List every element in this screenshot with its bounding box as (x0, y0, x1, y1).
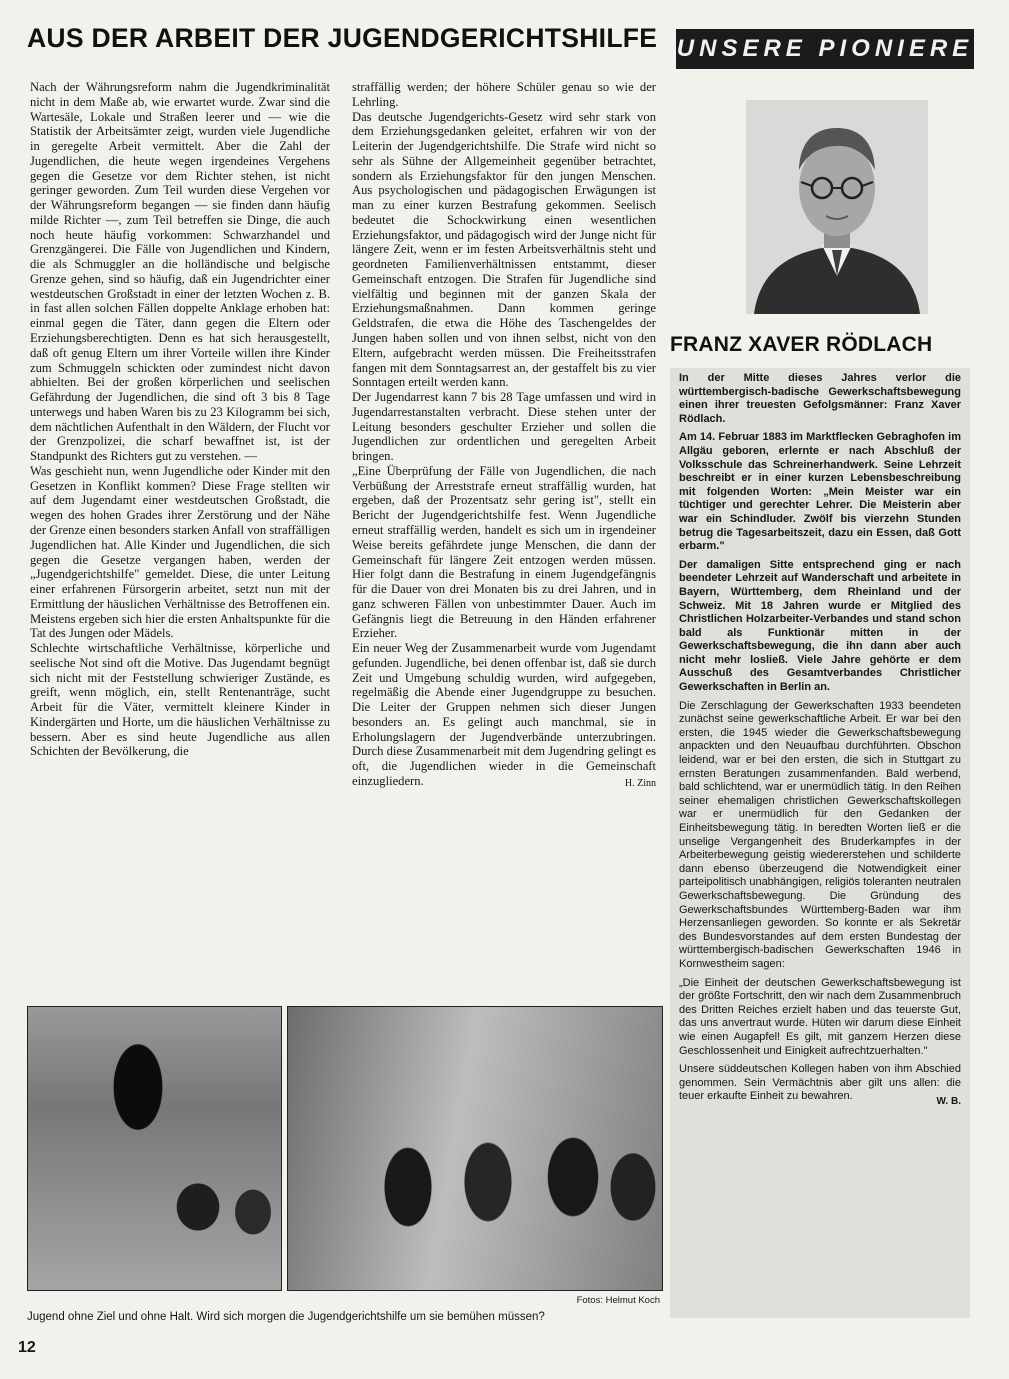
article-headline: AUS DER ARBEIT DER JUGENDGERICHTSHILFE (27, 23, 658, 53)
article-paragraph: Schlechte wirtschaftliche Verhältnisse, körperliche und seelische Not sind oft die Motive. Das Jugendamt begnügt sich nicht mit der Feststellung schwieriger Zustände, es greift, wenn möglich, ein, stellt Rentenanträge, sucht Arbeit für die Väter, vermittelt kleinere Kinder in Kindergärten und Horte, um die häuslichen Verhältnisse zu bessern. Aber es sind heute Jugendliche aus allen Schichten der Bevölkerung, die (30, 641, 330, 759)
section-banner: UNSERE PIONIERE (676, 29, 974, 69)
portrait-image (746, 100, 928, 314)
biography-paragraph: Der damaligen Sitte entsprechend ging er nach beendeter Lehrzeit auf Wanderschaft und arbeitete in Bayern, Württemberg, dem Rheinland und der Schweiz. Mit 18 Jahren wurde er Mitglied des Christlichen Holzarbeiter-Verbandes und stand schon bald als Funktionär mitten in der Gewerkschaftsbewegung, die ihn dann aber auch nicht mehr losließ. Viele Jahre gehörte er dem Ausschuß des Gesamtverbandes Christlicher Gewerkschaften in Berlin an. (679, 558, 961, 694)
page-number: 12 (18, 1339, 36, 1356)
article-column-1 (30, 80, 330, 990)
biography-quote: „Die Einheit der deutschen Gewerkschaftsbewegung ist der größte Fortschritt, den wir nach dem Zusammenbruch des Dritten Reiches erzielt haben und das teuerste Gut, das uns anvertraut wurde. Hüten wir darum diese Einheit wie einen Augapfel! Es gilt, mit ganzem Herzen diese Geschlossenheit und Einigkeit aufrechtzuerhalten." (679, 976, 961, 1057)
biography-name: FRANZ XAVER RÖDLACH (670, 333, 933, 356)
biography-paragraph: Am 14. Februar 1883 im Marktflecken Gebraghofen im Allgäu geboren, erlernte er nach Abschluß der Volksschule das Schreinerhandwerk. Seine Lehrzeit beschreibt er in einer kurzen Lebensbeschreibung mit folgenden Worten: „Mein Meister war ein tüchtiger und gerechter Lehrer. Die Meisterin aber war ein Schindluder. Zwölf bis vierzehn Stunden betrug die Tagesarbeitszeit, dazu ein Essen, daß Gott erbarm." (679, 431, 961, 553)
biography-paragraph: In der Mitte dieses Jahres verlor die württembergisch-badische Gewerkschaftsbewegung einen ihrer treuesten Gefolgsmänner: Franz Xaver Rödlach. (679, 372, 961, 425)
photo-credit: Fotos: Helmut Koch (576, 1295, 660, 1306)
article-paragraph: Ein neuer Weg der Zusammenarbeit wurde vom Jugendamt gefunden. Jugendliche, bei denen offenbar ist, daß sie durch Zeit und Umgebung schuldig wurden, wird aufgegeben, regelmäßig die Abende einer Jugendgruppe zu besuchen. Die Leiter der Gruppen nehmen sich dieser Jungen besonders an. Es gelingt auch manchmal, sie in Erholungslagern der Jugendverbände unterzubringen. Durch diese Zusammenarbeit mit dem Jugendring gelingt es oft, die Jugendlichen wieder in die Gemeinschaft einzugliedern. (352, 641, 656, 788)
biography-signature: W. B. (936, 1095, 961, 1107)
article-paragraph: Was geschieht nun, wenn Jugendliche oder Kinder mit den Gesetzen in Konflikt kommen? Diese Frage stellten wir auf dem Jugendamt einer westdeutschen Großstadt, die wegen des hohen Grades ihrer Zerstörung und der Nähe der Grenze einen besonders starken Anfall von straffälligen Jugendlichen hat. Alle Kinder und Jugendlichen, die sich gegen die Gesetze vergangen haben, werden der „Jugendgerichtshilfe" gemeldet. Diese, die unter Leitung einer erfahrenen Fürsorgerin arbeitet, setzt nun mit der Ermittlung der häuslichen Verhältnisse des Betroffenen ein. Meistens ergeben sich hier die ersten Anhaltspunkte für die Tat des Jungen oder Mädels. (30, 463, 330, 641)
biography-paragraph: Unsere süddeutschen Kollegen haben von ihm Abschied genommen. Sein Vermächtnis aber gilt uns allen: die teuer erkaufte Einheit zu bewahren. (679, 1063, 961, 1103)
photo-caption: Jugend ohne Ziel und ohne Halt. Wird sich morgen die Jugendgerichtshilfe um sie bemühen müssen? (27, 1311, 545, 1323)
portrait-photo (746, 100, 928, 314)
article-author: H. Zinn (624, 777, 656, 789)
article-paragraph: „Eine Überprüfung der Fälle von Jugendlichen, die nach Verbüßung der Arreststrafe erneut straffällig wurden, hat ergeben, daß der Prozentsatz sehr gering ist", stellt ein Bericht der Jugendgerichtshilfe fest. Wenn Jugendliche erneut straffällig werden, handelt es sich um in irgendeiner Weise bereits gefährdete junge Menschen, die dann der Gemeinschaft für längere Zeit entzogen werden müssen. Hier folgt dann die Bestrafung in einem Jugendgefängnis für die Dauer von drei Monaten bis zu drei Jahren, und in ganz schweren Fällen von unbestimmter Dauer. Auch im Gefängnis liegt die Betreuung in den Händen erfahrener Erzieher. (352, 463, 656, 641)
article-paragraph: Das deutsche Jugendgerichts-Gesetz wird sehr stark von dem Erziehungsgedanken geleitet, erfahren wir von der Leiterin der Jugendgerichtshilfe. Die Strafe wird nicht so sehr als Sühne der Allgemeinheit gegenüber betrachtet, sondern als Erziehungsfaktor für den jungen Menschen. Aus psychologischen und pädagogischen Erwägungen ist man zu einer kurzen Bestrafung gekommen. Seelisch bedeutet die Schockwirkung einen wesentlichen Erziehungsfaktor, und pädagogisch wird der Junge nicht für längere Zeit, wenn er im festen Arbeitsverhältnis steht und geordneten Familienverhältnissen entstammt, dieser Gemeinschaft entzogen. Die Strafen für Jugendliche sind vielfältig und beginnen mit der ganzen Skala der Erziehungsmaßnahmen. Dann kommen geringe Geldstrafen, die etwa die Höhe des Taschengeldes der Jungen haben sollen und von ihnen selbst, nicht von den Eltern, aufgebracht werden müssen. Die Freiheitsstrafen fangen mit dem Sonntagsarrest an, der gestaffelt bis zu vier Sonntagen erteilt werden kann. (352, 109, 656, 390)
article-paragraph: Nach der Währungsreform nahm die Jugendkriminalität nicht in dem Maße ab, wie erwartet wurde. Zwar sind die Wartesäle, Lokale und Straßen leerer und — wie die Statistik der Arbeitsämter zeigt, wurden viele Jugendliche in geregelte Arbeit vermittelt. Aber die Zahl der Jugendlichen, die heute wegen irgendeines Vergehens gegen die Gesetze vor dem Richter stehen, ist nicht geringer geworden. Zum Teil wurden diese Vergehen vor der Währungsreform begangen — sie finden dann häufig milde Richter —, zum Teil betreffen sie Dinge, die auch noch heute häufig vorkommen: Schwarzhandel und Grenzgängerei. Die Fälle von Jugendlichen und Kindern, die als Schmuggler an die holländische und belgische Grenze gehen, sind so häufig, daß ein Jugendrichter einer westdeutschen Großstadt in einer der letzten Wochen z. B. in fast allen solchen Fällen doppelte Anklage erhoben hat: einmal gegen die Täter, dann gegen die Eltern oder Erziehungsberechtigten. Denn es hat sich herausgestellt, daß oft genug Eltern um ihrer Vorteile willen ihre Kinder zum Schmuggeln schickten oder zumindest nicht davon abhielten. Bei der großen körperlichen und seelischen Gefährdung der Jugendlichen, die sind oft 3 bis 8 Tage unterwegs und haben Waren bis zu 23 Kilogramm bei sich, dem nächtlichen Aufenthalt in den Wäldern, der Flucht vor der Grenzpolizei, die scharf bewaffnet ist, ist der Standpunkt des Richters gut zu verstehen. — (30, 80, 330, 464)
biography-paragraph: Die Zerschlagung der Gewerkschaften 1933 beendeten zunächst seine gewerkschaftliche Arbeit. Er war bei den ersten, die 1945 wieder die Gewerkschaftsbewegung anpackten und den Neuaufbau durchführten. Obschon leidend, war er bei den ersten, die sich in Stuttgart zu ernsten Beratungen zusammenfanden. Bald werbend, bald schlichtend, war er unermüdlich tätig. In den Reihen seiner ehemaligen christlichen Gewerkschaftskollegen war er unermüdlich für den Gedanken der Einheitsbewegung tätig. In beredten Worten ließ er die unselige Vergangenheit des Bruderkampfes in der Arbeiterbewegung geistig wiedererstehen und schilderte dann ebenso überzeugend die Notwendigkeit einer parteipolitisch unabhängigen, religiös toleranten neutralen Gewerkschaftsbewegung. Die Gründung des Gewerkschaftsbundes Württemberg-Baden war ihm Herzensanliegen geworden. So konnte er als Sekretär des Bundesvorstandes auf dem ersten Bundestag der württembergisch-badischen Gewerkschaften 1946 in Kornwestheim sagen: (679, 699, 961, 970)
photo-youths-with-officer (27, 1006, 282, 1291)
article-paragraph: straffällig werden; der höhere Schüler genau so wie der Lehrling. (352, 80, 656, 109)
biography-column (670, 368, 970, 1318)
photo-youths-on-steps (287, 1006, 663, 1291)
article-paragraph: Der Jugendarrest kann 7 bis 28 Tage umfassen und wird in Jugendarrestanstalten verbracht. Diese stehen unter der Leitung besonders geschulter Erzieher und sollen die Jugendlichen zur ordentlichen und geregelten Arbeit bringen. (352, 390, 656, 464)
article-column-2 (352, 80, 656, 1004)
